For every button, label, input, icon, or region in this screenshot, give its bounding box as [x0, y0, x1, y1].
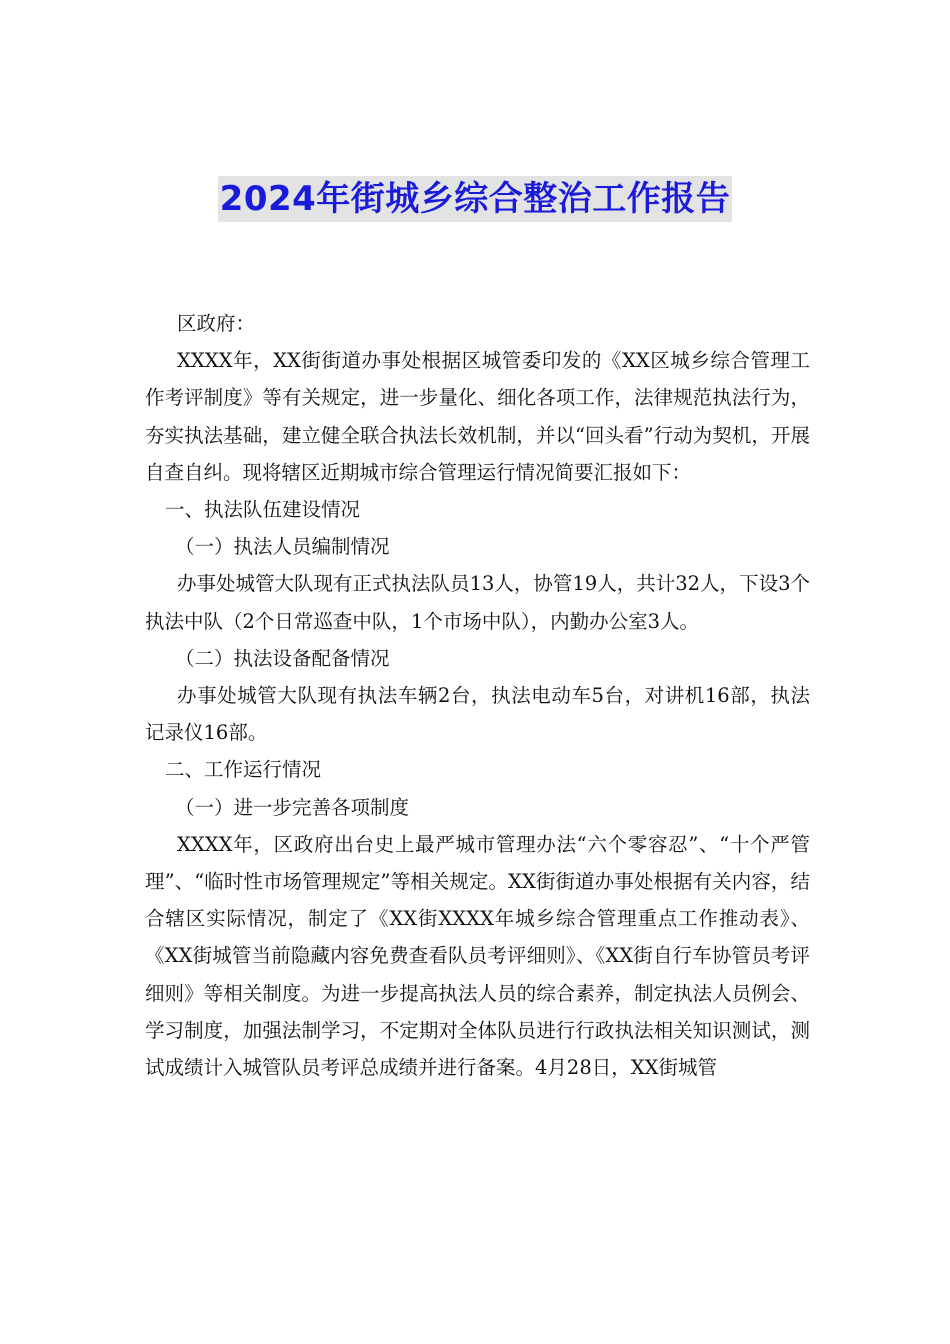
paragraph-staffing: 办事处城管大队现有正式执法队员13人，协管19人，共计32人，下设3个执法中队（2个日常巡查中队，1个市场中队），内勤办公室3人。	[145, 572, 810, 633]
subsection-heading-2-1: （一）进一步完善各项制度	[175, 795, 410, 819]
salutation: 区政府：	[177, 312, 256, 335]
document-title: 2024年街城乡综合整治工作报告	[218, 176, 733, 222]
paragraph-regulations: XXXX年，区政府出台史上最严城市管理办法“六个零容忍”、“十个严管理”、“临时性市场管理规定”等相关规定。XX街街道办事处根据有关内容，结合辖区实际情况，制定了《XX街XXXX年城乡综合管理重点工作推动表》、《XX街城管当前隐藏内容免费查看队员考评细则》、《XX街自行车协管员考评细则》等相关制度。为进一步提高执法人员的综合素养，制定执法人员例会、学习制度，加强法制学习，不定期对全体队员进行行政执法相关知识测试，测试成绩计入城管队员考评总成绩并进行备案。4月28日，XX街城管	[145, 832, 810, 1080]
paragraph-equipment: 办事处城管大队现有执法车辆2台，执法电动车5台，对讲机16部，执法记录仪16部。	[145, 684, 810, 745]
section-heading-2: 二、工作运行情况	[165, 758, 322, 782]
subsection-heading-1-1: （一）执法人员编制情况	[175, 535, 390, 559]
paragraph-intro: XXXX年，XX街街道办事处根据区城管委印发的《XX区城乡综合管理工作考评制度》等有关规定，进一步量化、细化各项工作，法律规范执法行为，夯实执法基础，建立健全联合执法长效机制，并以“回头看”行动为契机，开展自查自纠。现将辖区近期城市综合管理运行情况简要汇报如下：	[145, 349, 810, 484]
subsection-heading-1-2: （二）执法设备配备情况	[175, 646, 390, 670]
title-container	[0, 176, 950, 222]
document-body	[145, 305, 810, 1086]
section-heading-1: 一、执法队伍建设情况	[165, 498, 361, 522]
